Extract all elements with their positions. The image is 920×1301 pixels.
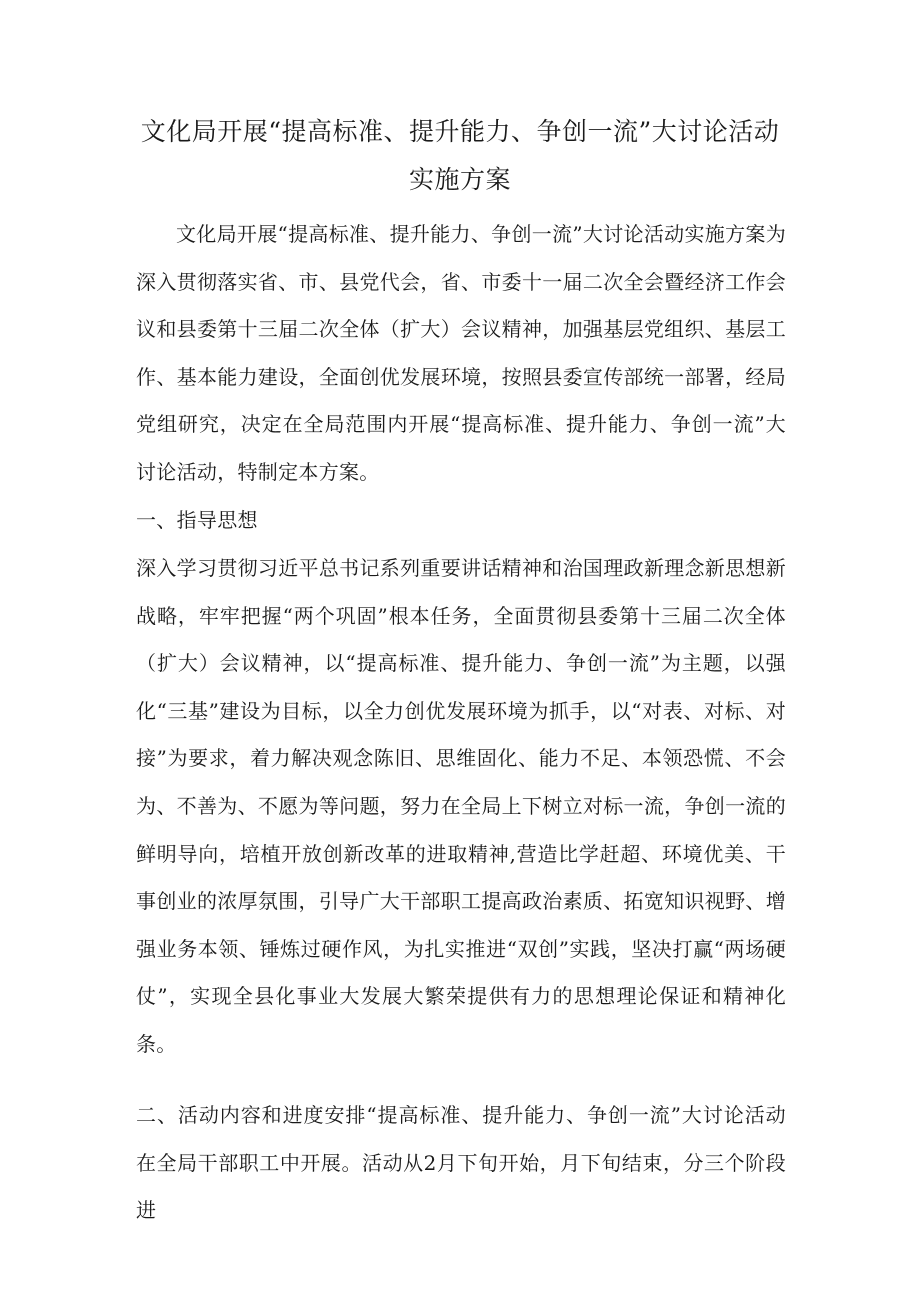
intro-paragraph: 文化局开展“提高标准、提升能力、争创一流”大讨论活动实施方案为深入贯彻落实省、市、县党代会，省、市委十一届二次全会暨经济工作会议和县委第十三届二次全体（扩大）会议精神，加强基层党组织、基层工作、基本能力建设，全面创优发展环境，按照县委宣传部统一部署，经局党组研究，决定在全局范围内开展“提高标准、提升能力、争创一流”大讨论活动，特制定本方案。 — [136, 222, 786, 484]
section-1-body: 深入学习贯彻习近平总书记系列重要讲话精神和治国理政新理念新思想新战略，牢牢把握“两个巩固”根本任务，全面贯彻县委第十三届二次全体（扩大）会议精神，以“提高标准、提升能力、争创一流”为主题，以强化“三基”建设为目标，以全力创优发展环境为抓手，以“对表、对标、对接”为要求，着力解决观念陈旧、思维固化、能力不足、本领恐慌、不会为、不善为、不愿为等问题，努力在全局上下树立对标一流，争创一流的鲜明导向，培植开放创新改革的进取精神,营造比学赶超、环境优美、干事创业的浓厚氛围，引导广大干部职工提高政治素质、拓宽知识视野、增强业务本领、锤炼过硬作风，为扎实推进“双创”实践，坚决打赢“两场硬仗”，实现全县化事业大发展大繁荣提供有力的思想理论保证和精神化条。 — [136, 556, 786, 1056]
document-title: 文化局开展“提高标准、提升能力、争创一流”大讨论活动实施方案 — [140, 117, 780, 194]
section-1-heading: 一、指导思想 — [136, 508, 258, 532]
section-2-body: 二、活动内容和进度安排“提高标准、提升能力、争创一流”大讨论活动在全局干部职工中开展。活动从2月下旬开始，月下旬结束，分三个阶段进 — [136, 1103, 786, 1223]
